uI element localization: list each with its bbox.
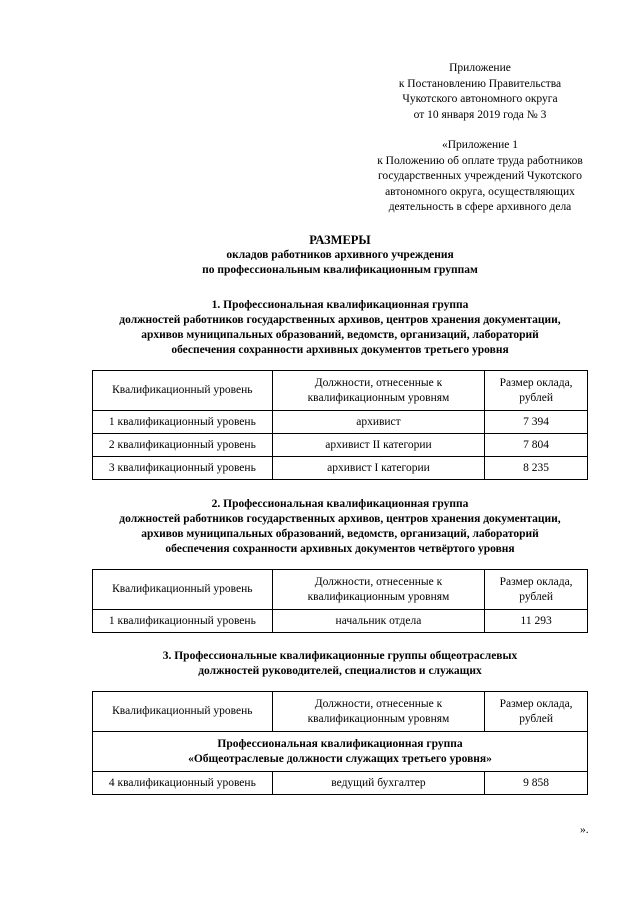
appendix1-line: государственных учреждений Чукотского [377, 170, 583, 182]
cell-level: 4 квалификационный уровень [93, 772, 273, 795]
header-positions: Должности, отнесенные к квалификационным уровням [272, 371, 485, 411]
title-main: РАЗМЕРЫ [309, 233, 371, 247]
section-1-table [92, 370, 588, 480]
cell-position: ведущий бухгалтер [272, 772, 485, 795]
cell-position: начальник отдела [272, 610, 485, 633]
header-salary: Размер оклада, рублей [485, 371, 588, 411]
cell-position: архивист [272, 411, 485, 434]
section-1-title [40, 298, 640, 358]
cell-salary: 7 804 [485, 434, 588, 457]
header-positions: Должности, отнесенные к квалификационным уровням [272, 570, 485, 610]
cell-level: 3 квалификационный уровень [93, 457, 273, 480]
cell-level: 1 квалификационный уровень [93, 610, 273, 633]
header-salary: Размер оклада, рублей [485, 570, 588, 610]
section-title-line: должностей руководителей, специалистов и служащих [198, 665, 482, 677]
subgroup-line: «Общеотраслевые должности служащих третьего уровня» [188, 752, 492, 765]
section-2-table [92, 569, 588, 633]
section-title-line: должностей работников государственных архивов, центров хранения документации, [119, 513, 561, 525]
header-level: Квалификационный уровень [93, 371, 273, 411]
table-row [93, 457, 588, 480]
table-row [93, 772, 588, 795]
cell-salary: 11 293 [485, 610, 588, 633]
section-3-title [40, 649, 640, 679]
cell-salary: 7 394 [485, 411, 588, 434]
cell-salary: 9 858 [485, 772, 588, 795]
table-row [93, 411, 588, 434]
section-2-title [40, 497, 640, 557]
closing-quote: ». [580, 824, 589, 836]
header-positions: Должности, отнесенные к квалификационным уровням [272, 692, 485, 732]
header-level: Квалификационный уровень [93, 692, 273, 732]
table-row [93, 610, 588, 633]
appendix1-header [345, 138, 615, 216]
cell-position: архивист I категории [272, 457, 485, 480]
table-header-row [93, 570, 588, 610]
cell-position: архивист II категории [272, 434, 485, 457]
header-level: Квалификационный уровень [93, 570, 273, 610]
title-sub: по профессиональным квалификационным группам [202, 264, 478, 276]
section-title-line: обеспечения сохранности архивных документов четвёртого уровня [165, 543, 515, 555]
table-row [93, 434, 588, 457]
section-title-line: архивов муниципальных образований, ведомств, организаций, лабораторий [141, 528, 539, 540]
appendix-line: Приложение [449, 62, 511, 74]
section-title-line: 3. Профессиональные квалификационные группы общеотраслевых [162, 650, 518, 662]
table-header-row [93, 692, 588, 732]
subgroup-row [93, 732, 588, 772]
cell-salary: 8 235 [485, 457, 588, 480]
section-title-line: 2. Профессиональная квалификационная группа [211, 498, 469, 510]
document-title [40, 233, 640, 278]
section-3-table [92, 691, 588, 795]
section-title-line: обеспечения сохранности архивных документов третьего уровня [171, 344, 509, 356]
appendix1-line: к Положению об оплате труда работников [377, 154, 583, 167]
section-title-line: должностей работников государственных архивов, центров хранения документации, [119, 314, 561, 326]
header-salary: Размер оклада, рублей [485, 692, 588, 732]
appendix-line: Чукотского автономного округа [402, 93, 558, 105]
appendix1-line: автономного округа, осуществляющих [385, 185, 575, 198]
cell-level: 2 квалификационный уровень [93, 434, 273, 457]
appendix-line: от 10 января 2019 года № 3 [413, 108, 547, 121]
title-sub: окладов работников архивного учреждения [226, 249, 454, 261]
appendix-header [345, 61, 615, 123]
table-header-row [93, 371, 588, 411]
cell-level: 1 квалификационный уровень [93, 411, 273, 434]
subgroup-line: Профессиональная квалификационная группа [217, 737, 463, 750]
appendix1-line: деятельность в сфере архивного дела [388, 201, 572, 213]
appendix1-line: «Приложение 1 [441, 139, 519, 151]
section-title-line: архивов муниципальных образований, ведомств, организаций, лабораторий [141, 329, 539, 341]
subgroup-cell [93, 732, 588, 772]
appendix-line: к Постановлению Правительства [398, 77, 562, 90]
section-title-line: 1. Профессиональная квалификационная группа [211, 299, 469, 311]
